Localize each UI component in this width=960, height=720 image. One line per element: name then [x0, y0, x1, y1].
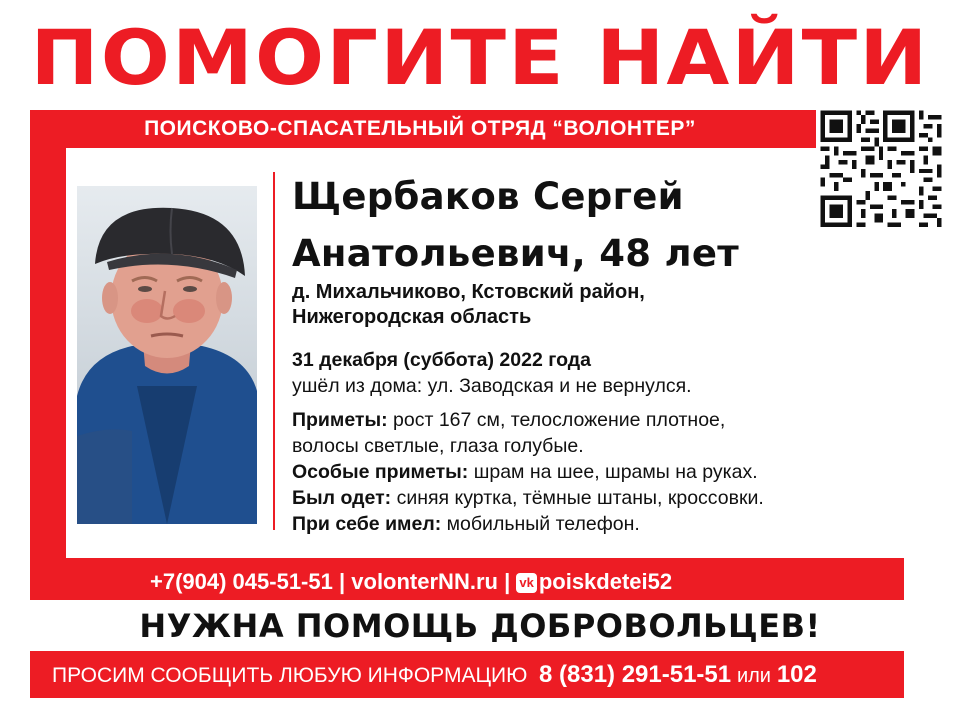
belongings-value: мобильный телефон.	[446, 513, 640, 535]
contact-vk-link[interactable]: poiskdetei52	[538, 569, 673, 594]
missing-person-photo	[77, 186, 257, 524]
person-name-line2: Анатольевич, 48 лет	[292, 232, 740, 275]
belongings-label: При себе имел:	[292, 513, 442, 535]
vk-logo-icon: vk	[516, 573, 536, 593]
person-location	[292, 280, 645, 330]
contact-separator: |	[338, 569, 346, 594]
circumstances: ушёл из дома: ул. Заводская и не вернулся.	[292, 375, 692, 397]
location-line1: д. Михальчиково, Кстовский район,	[292, 281, 645, 303]
clothes-value: синяя куртка, тёмные штаны, кроссовки.	[396, 487, 764, 509]
person-name	[292, 168, 739, 282]
signs-value-1: рост 167 см, телосложение плотное,	[393, 409, 726, 431]
or-word: или	[736, 665, 771, 687]
missing-date: 31 декабря (суббота) 2022 года	[292, 349, 591, 371]
clothes-label: Был одет:	[292, 487, 392, 509]
special-signs-value: шрам на шее, шрамы на руках.	[473, 461, 758, 483]
contact-phone[interactable]: +7(904) 045-51-51	[150, 569, 333, 594]
organization-name: ПОИСКОВО-СПАСАТЕЛЬНЫЙ ОТРЯД “ВОЛОНТЕР”	[144, 117, 696, 140]
ask-text: ПРОСИМ СООБЩИТЬ ЛЮБУЮ ИНФОРМАЦИЮ	[52, 664, 528, 687]
location-line2: Нижегородская область	[292, 306, 532, 328]
person-details	[292, 347, 764, 537]
special-signs-label: Особые приметы:	[292, 461, 469, 483]
poster-headline: ПОМОГИТЕ НАЙТИ	[30, 13, 930, 102]
hotline-number[interactable]: 8 (831) 291-51-51	[538, 661, 732, 688]
short-number[interactable]: 102	[776, 661, 817, 688]
card-divider	[273, 172, 275, 530]
need-volunteers-banner: НУЖНА ПОМОЩЬ ДОБРОВОЛЬЦЕВ!	[139, 607, 821, 645]
qr-code-icon[interactable]	[816, 106, 946, 236]
contact-separator: |	[504, 569, 511, 594]
contact-site-link[interactable]: volonterNN.ru	[351, 569, 498, 594]
person-name-line1: Щербаков Сергей	[292, 175, 684, 218]
report-info-line	[52, 660, 817, 691]
signs-label: Приметы:	[292, 409, 388, 431]
signs-value-2: волосы светлые, глаза голубые.	[292, 435, 584, 457]
contacts-line	[150, 568, 672, 596]
